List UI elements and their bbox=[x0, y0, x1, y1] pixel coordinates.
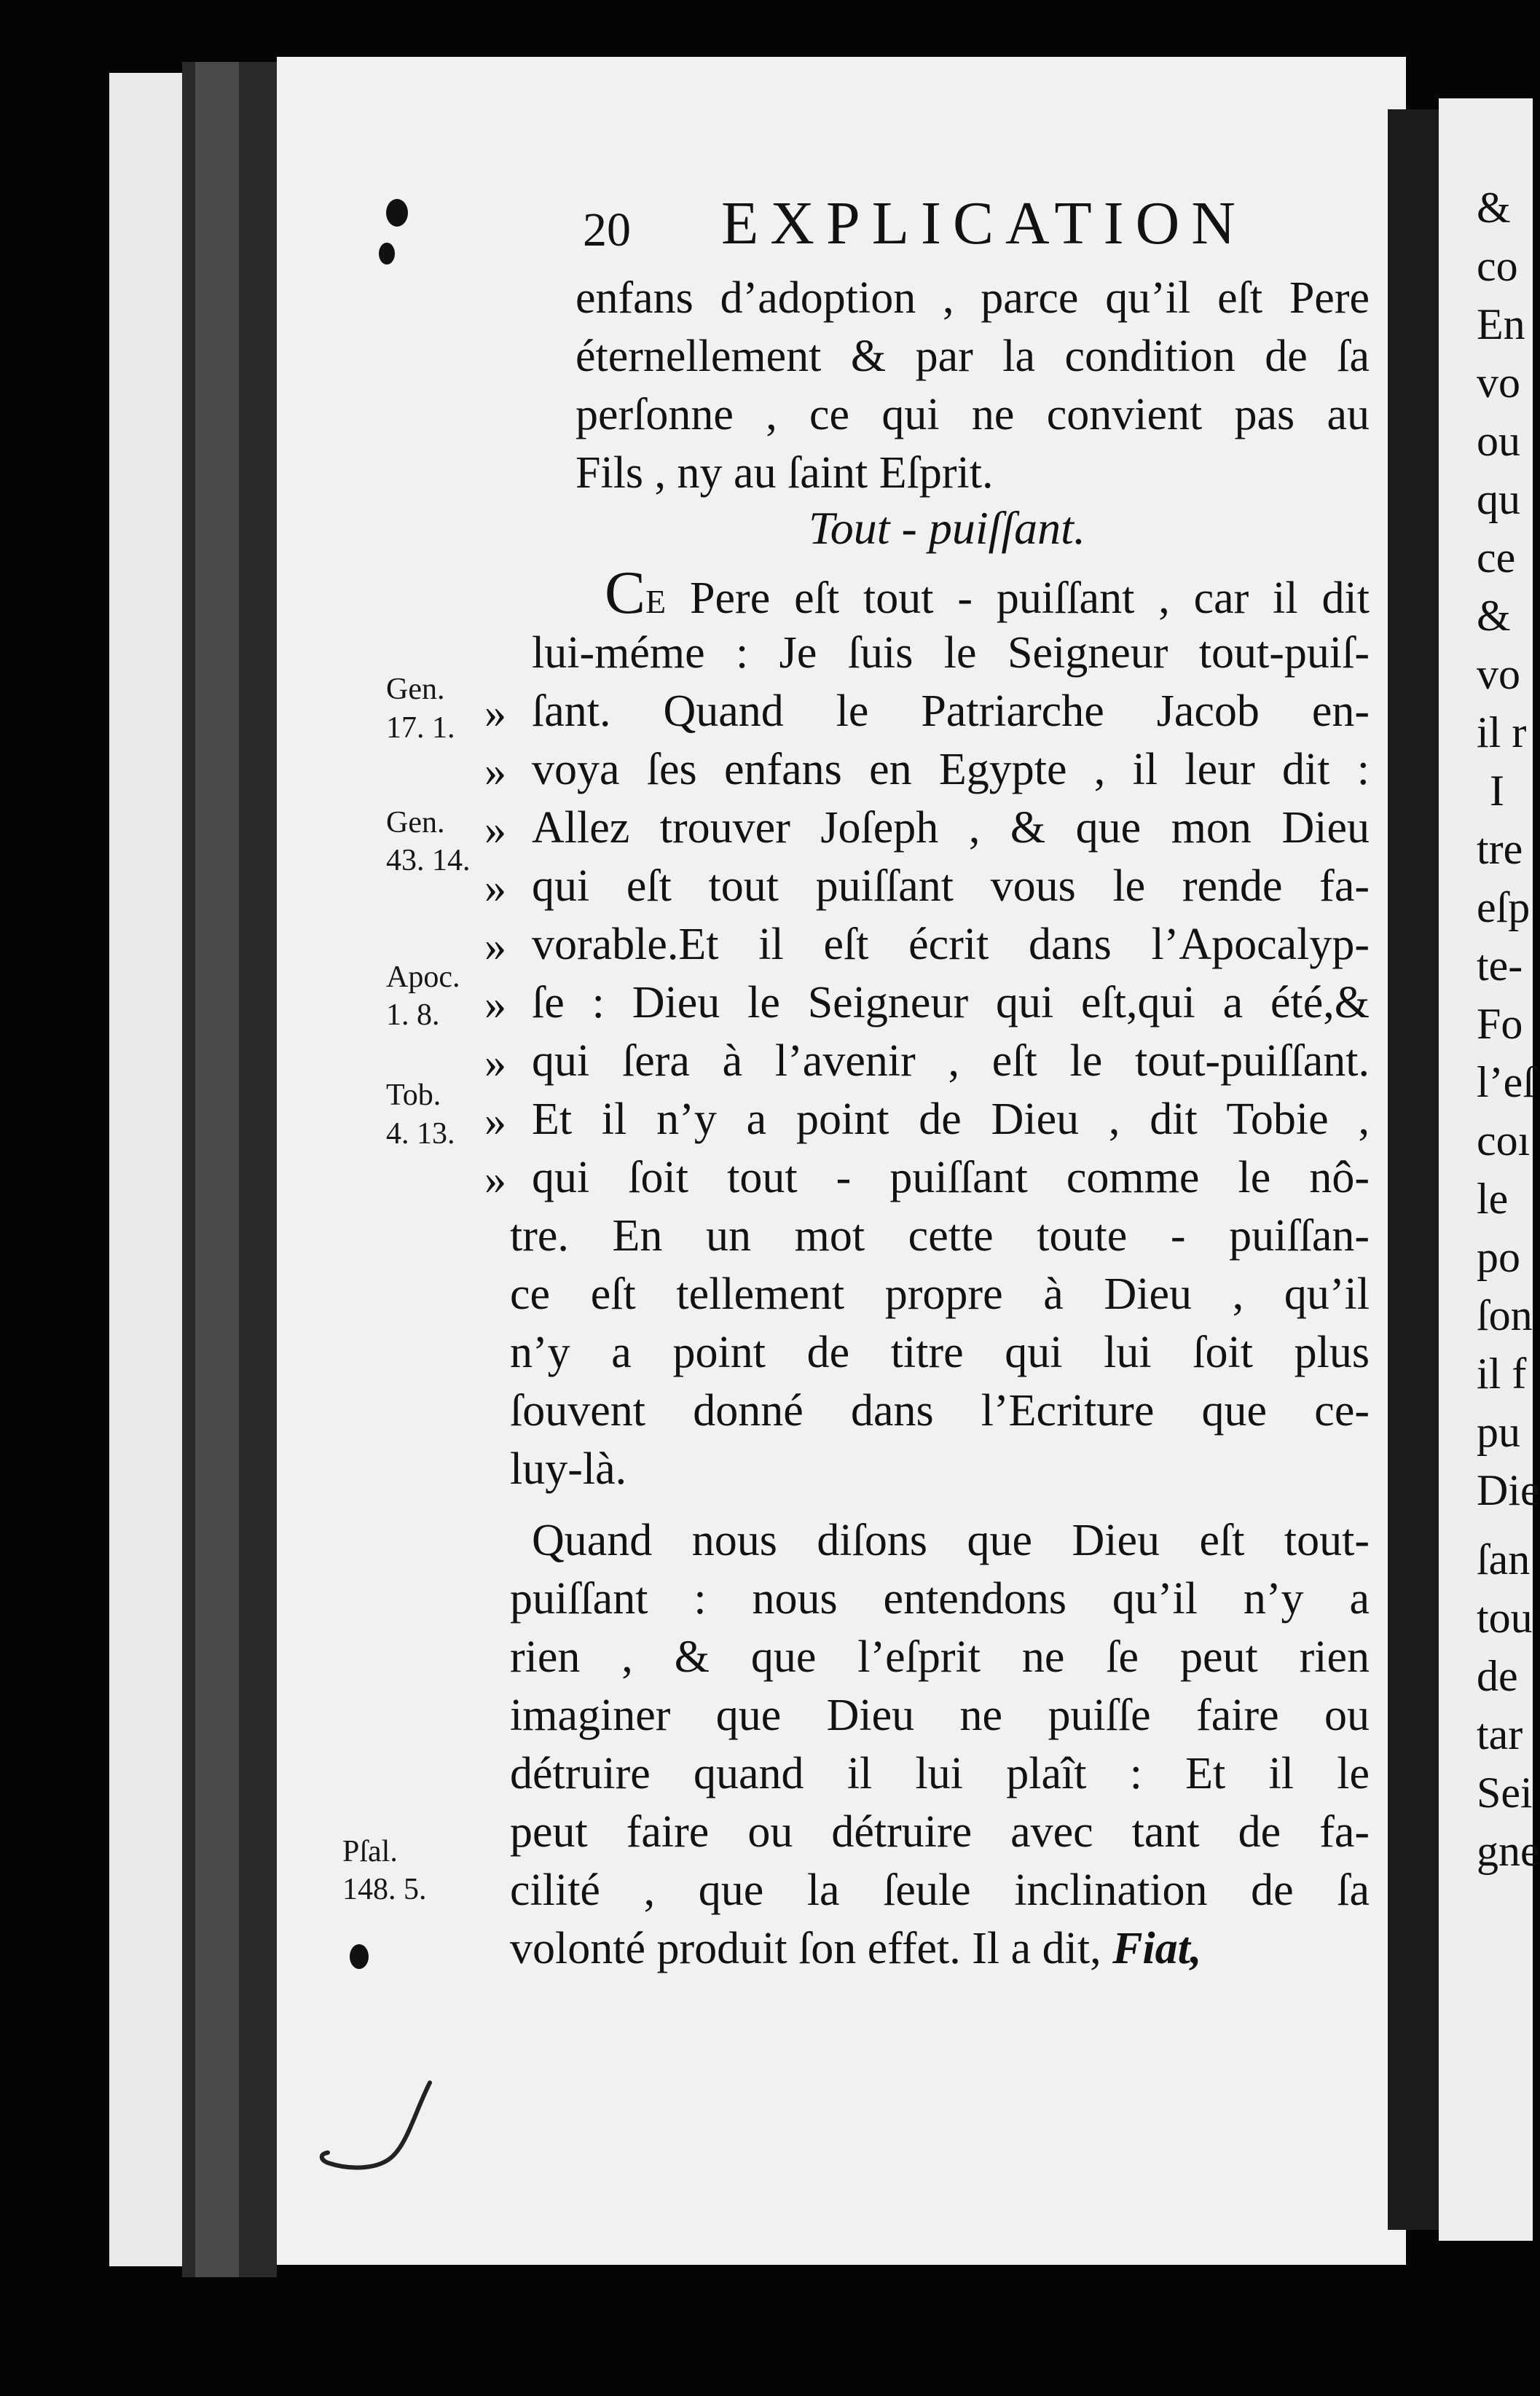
text-line: enfans d’adoption , parce qu’il eſt Pere bbox=[575, 273, 1370, 323]
facing-page-line: le bbox=[1477, 1175, 1509, 1223]
paragraph-first-line bbox=[605, 559, 1370, 628]
quote-mark: » bbox=[484, 805, 506, 853]
text-line: perſonne , ce qui ne convient pas au bbox=[575, 390, 1370, 439]
facing-page bbox=[1439, 98, 1540, 2241]
facing-page-line: co bbox=[1477, 242, 1518, 290]
facing-page-line: Fo bbox=[1477, 1000, 1523, 1048]
facing-page-line: Die bbox=[1477, 1466, 1540, 1514]
text-line: éternellement & par la condition de ſa bbox=[575, 332, 1370, 381]
margin-note: 1. 8. bbox=[386, 998, 440, 1032]
text-line: ce eſt tellement propre à Dieu , qu’il bbox=[510, 1269, 1370, 1319]
margin-note: Apoc. bbox=[386, 960, 460, 994]
text-line: ſe : Dieu le Seigneur qui eſt,qui a été,& bbox=[532, 978, 1370, 1027]
text-line: qui ſoit tout - puiſſant comme le nô- bbox=[532, 1153, 1370, 1202]
ink-spot bbox=[386, 199, 408, 227]
text-line: puiſſant : nous entendons qu’il n’y a bbox=[510, 1574, 1370, 1624]
ink-spot bbox=[379, 243, 395, 265]
facing-page-line: eſp bbox=[1477, 883, 1531, 931]
text-line: Allez trouver Joſeph , & que mon Dieu bbox=[532, 803, 1370, 853]
drop-cap: C bbox=[605, 559, 646, 627]
facing-page-line: te- bbox=[1477, 941, 1523, 990]
quote-mark: » bbox=[484, 980, 506, 1028]
facing-page-line: il f bbox=[1477, 1350, 1527, 1398]
ink-spot bbox=[350, 1944, 369, 1969]
margin-note: 148. 5. bbox=[342, 1873, 427, 1906]
facing-page-line: il r bbox=[1477, 708, 1527, 756]
pen-scribble bbox=[306, 2068, 452, 2185]
text-line: Quand nous diſons que Dieu eſt tout- bbox=[532, 1516, 1370, 1565]
text-line: détruire quand il lui plaît : Et il le bbox=[510, 1749, 1370, 1798]
margin-note: Pſal. bbox=[342, 1835, 398, 1868]
text-line: Et il n’y a point de Dieu , dit Tobie , bbox=[532, 1095, 1370, 1144]
quote-mark: » bbox=[484, 1097, 506, 1145]
facing-page-line: & bbox=[1477, 592, 1511, 640]
facing-page-line: gne bbox=[1477, 1827, 1540, 1875]
facing-page-line: tre bbox=[1477, 825, 1523, 873]
text-line: tre. En un mot cette toute - puiſſan- bbox=[510, 1211, 1370, 1261]
text-line: voya ſes enfans en Egypte , il leur dit : bbox=[532, 745, 1370, 794]
quote-mark: » bbox=[484, 689, 506, 737]
italic-word: Fiat, bbox=[1112, 1924, 1202, 1973]
text-line: cilité , que la ſeule inclination de ſa bbox=[510, 1865, 1370, 1915]
margin-note: 4. 13. bbox=[386, 1117, 455, 1151]
page-number: 20 bbox=[583, 203, 631, 257]
book-page bbox=[277, 57, 1406, 2265]
text-line: ſant. Quand le Patriarche Jacob en- bbox=[532, 686, 1370, 736]
margin-note: Gen. bbox=[386, 673, 445, 706]
text-line: Fils , ny au ſaint Eſprit. bbox=[575, 448, 994, 498]
facing-page-line: pu bbox=[1477, 1408, 1520, 1456]
facing-page-line: ou bbox=[1477, 417, 1520, 465]
facing-page-line: qu bbox=[1477, 475, 1520, 523]
text-line: qui eſt tout puiſſant vous le rende fa- bbox=[532, 861, 1370, 911]
text-line: n’y a point de titre qui lui ſoit plus bbox=[510, 1328, 1370, 1377]
page-block-edge bbox=[109, 73, 189, 2266]
text-line: vorable.Et il eſt écrit dans l’Apocalyp- bbox=[532, 920, 1370, 969]
facing-page-line: de bbox=[1477, 1652, 1518, 1700]
text-line: rien , & que l’eſprit ne ſe peut rien bbox=[510, 1632, 1370, 1682]
text-line: ſouvent donné dans l’Ecriture que ce- bbox=[510, 1386, 1370, 1436]
margin-note: 43. 14. bbox=[386, 844, 471, 877]
text-run: Pere eſt tout - puiſſant , car il dit bbox=[666, 573, 1370, 623]
facing-page-line: po bbox=[1477, 1233, 1520, 1281]
facing-page-line: & bbox=[1477, 184, 1511, 232]
text-run: volonté produit ſon effet. Il a dit, bbox=[510, 1924, 1101, 1973]
quote-mark: » bbox=[484, 864, 506, 912]
section-heading: Tout - puiſſant. bbox=[809, 502, 1085, 554]
text-line: peut faire ou détruire avec tant de fa- bbox=[510, 1807, 1370, 1857]
facing-page-line: I bbox=[1490, 767, 1504, 815]
spine-shadow bbox=[195, 62, 239, 2277]
facing-page-line: tar bbox=[1477, 1710, 1523, 1758]
quote-mark: » bbox=[484, 747, 506, 795]
margin-note: Tob. bbox=[386, 1078, 441, 1112]
quote-mark: » bbox=[484, 1155, 506, 1203]
quote-mark: » bbox=[484, 922, 506, 970]
facing-page-line: ſan bbox=[1477, 1535, 1531, 1583]
facing-page-line: En bbox=[1477, 300, 1525, 348]
facing-page-line: vo bbox=[1477, 359, 1520, 407]
facing-page-line: l’eſ bbox=[1477, 1058, 1535, 1106]
facing-page-line: ſon bbox=[1477, 1291, 1533, 1339]
facing-page-line: vo bbox=[1477, 650, 1520, 698]
text-line: imaginer que Dieu ne puiſſe faire ou bbox=[510, 1691, 1370, 1740]
small-cap: E bbox=[645, 583, 667, 620]
facing-page-line: Sei bbox=[1477, 1769, 1533, 1817]
facing-page-line: tou bbox=[1477, 1594, 1533, 1642]
facing-page-line: coı bbox=[1477, 1116, 1531, 1164]
facing-page-line: ce bbox=[1477, 533, 1516, 582]
text-line: qui ſera à l’avenir , eſt le tout-puiſſant. bbox=[532, 1036, 1370, 1086]
quote-mark: » bbox=[484, 1038, 506, 1087]
text-line: luy-là. bbox=[510, 1444, 627, 1494]
margin-note: 17. 1. bbox=[386, 711, 455, 745]
margin-note: Gen. bbox=[386, 806, 445, 839]
text-line bbox=[510, 1922, 1201, 1975]
running-title: EXPLICATION bbox=[721, 189, 1247, 257]
text-line: lui-méme : Je ſuis le Seigneur tout-puiſ- bbox=[532, 628, 1370, 678]
